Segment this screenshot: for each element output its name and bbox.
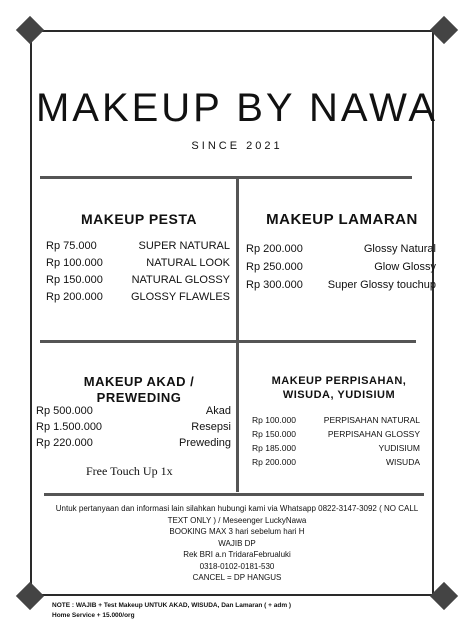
package-name: Glow Glossy [374,261,436,273]
package-name: SUPER NATURAL [138,240,230,252]
section-title-line: PREWEDING [96,390,182,405]
price: Rp 185.000 [252,443,296,453]
contact-info [0,503,474,584]
divider-bottom [44,493,424,496]
info-line: 0318-0102-0181-530 [199,561,275,571]
price-row [252,443,420,453]
info-line: Rek BRI a.n TridaraFebrualuki [183,550,291,559]
footer-line: NOTE : WAJIB + Test Makeup UNTUK AKAD, WISUDA, Dan Lamaran ( + adm ) [52,602,292,609]
info-line: Untuk pertanyaan dan informasi lain silahkan hubungi kami via Whatsapp 0822-3147-3092 ( NO CALL [55,504,419,513]
price: Rp 100.000 [46,257,103,269]
price-row [46,291,230,303]
price: Rp 150.000 [46,274,103,286]
info-line: CANCEL = DP HANGUS [192,573,282,582]
package-name: NATURAL LOOK [146,257,230,269]
package-name: Glossy Natural [363,243,436,255]
package-name: NATURAL GLOSSY [131,274,230,286]
info-line: WAJIB DP [218,538,256,548]
price: Rp 300.000 [246,279,303,291]
price-row [46,274,230,286]
price-row [252,429,420,439]
price-row [252,457,420,467]
price: Rp 220.000 [36,437,93,449]
price: Rp 100.000 [252,415,296,425]
corner-diamond-top-right [430,16,458,44]
price-row [36,405,231,417]
price: Rp 500.000 [36,405,93,417]
package-name: Resepsi [191,421,231,433]
section-title-line: MAKEUP AKAD / [83,374,195,389]
section-title-line: MAKEUP PERPISAHAN, [271,375,407,387]
price-row [246,261,436,273]
package-name: YUDISIUM [378,443,420,453]
price: Rp 200.000 [252,457,296,467]
price: Rp 200.000 [246,243,303,255]
footer-note [52,601,291,621]
section-title-perpisahan [244,374,434,402]
package-name: Preweding [179,437,231,449]
divider-middle [40,340,416,343]
price: Rp 200.000 [46,291,103,303]
package-name: PERPISAHAN GLOSSY [327,429,420,439]
divider-top [40,176,412,179]
page-title: MAKEUP BY NAWA [35,86,439,130]
price-row [246,243,436,255]
section-title-lamaran: MAKEUP LAMARAN [266,211,418,228]
price-row [252,415,420,425]
price: Rp 150.000 [252,429,296,439]
price: Rp 250.000 [246,261,303,273]
divider-vertical [236,176,239,492]
package-name: GLOSSY FLAWLES [130,291,230,303]
info-line: BOOKING MAX 3 hari sebelum hari H [169,527,305,536]
price-row [46,257,230,269]
free-touch-up-note: Free Touch Up 1x [86,464,173,478]
price-row [36,437,231,449]
package-name: Super Glossy touchup [327,279,436,291]
price-row [36,421,231,433]
corner-diamond-bottom-right [430,582,458,610]
section-title-akad [50,374,228,406]
since-label: SINCE 2021 [191,140,283,152]
package-name: WISUDA [386,457,420,467]
price-row [246,279,436,291]
info-line: TEXT ONLY ) / Meseenger LuckyNawa [167,515,307,525]
price: Rp 75.000 [46,240,97,252]
footer-line: Home Service + 15.000/org [52,612,135,619]
package-name: PERPISAHAN NATURAL [323,415,420,425]
price-row [46,240,230,252]
price: Rp 1.500.000 [36,421,103,433]
section-title-pesta: MAKEUP PESTA [81,211,197,227]
section-title-line: WISUDA, YUDISIUM [282,389,396,401]
package-name: Akad [205,405,231,417]
